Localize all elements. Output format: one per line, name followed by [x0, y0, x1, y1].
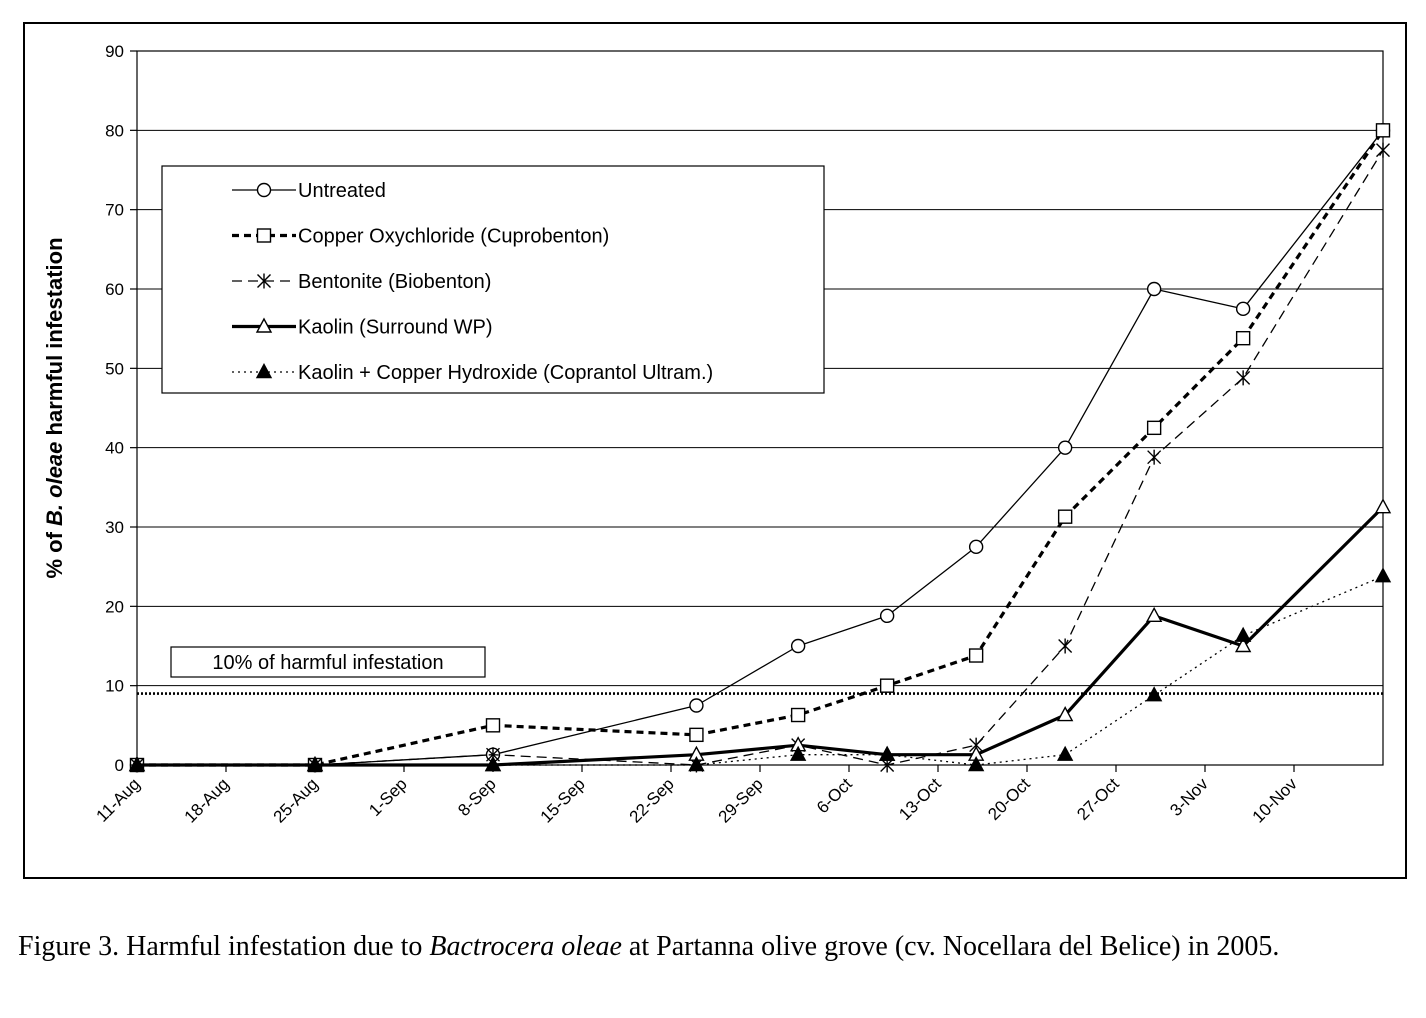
- data-point: [1377, 124, 1390, 137]
- data-point: [1059, 510, 1072, 523]
- y-tick-label: 60: [105, 280, 124, 299]
- legend-label: Bentonite (Biobenton): [298, 271, 492, 293]
- legend-box: [162, 166, 824, 393]
- y-axis: [105, 42, 137, 775]
- data-point: [792, 709, 805, 722]
- data-point: [970, 540, 983, 553]
- x-tick-label: 20-Oct: [984, 774, 1034, 824]
- data-point: [1376, 569, 1390, 582]
- y-tick-label: 40: [105, 438, 124, 458]
- y-tick-label: 20: [105, 597, 124, 617]
- y-axis-label: [42, 237, 67, 578]
- legend-marker: [258, 229, 271, 242]
- data-point: [1377, 143, 1390, 158]
- data-point: [690, 728, 703, 741]
- y-tick-label: 30: [105, 518, 124, 537]
- y-tick-label: 80: [105, 121, 124, 141]
- caption-prefix: Figure 3. Harmful infestation due to: [18, 931, 430, 962]
- x-tick-label: 18-Aug: [180, 774, 233, 827]
- data-point: [1237, 302, 1250, 315]
- data-point: [792, 640, 805, 653]
- x-tick-label: 25-Aug: [269, 774, 322, 827]
- legend-label: Copper Oxychloride (Cuprobenton): [298, 225, 610, 248]
- legend: [162, 166, 824, 393]
- series-line: [137, 507, 1383, 765]
- x-tick-label: 8-Sep: [454, 774, 500, 820]
- x-tick-label: 27-Oct: [1073, 774, 1123, 824]
- data-point: [1148, 283, 1161, 296]
- data-point: [970, 649, 983, 662]
- y-tick-label: 0: [114, 756, 124, 775]
- y-axis-label-part-1: % of: [42, 525, 67, 579]
- data-point: [1148, 450, 1161, 465]
- legend-label: Untreated: [298, 180, 386, 202]
- data-point: [1236, 628, 1250, 641]
- data-point: [487, 719, 500, 732]
- series-4: [130, 500, 1390, 771]
- legend-entry-5: [232, 362, 713, 384]
- data-point: [1376, 500, 1390, 513]
- y-axis-label-part-2: B. oleae: [42, 441, 67, 526]
- x-tick-label: 22-Sep: [625, 774, 678, 827]
- data-point: [1237, 332, 1250, 345]
- x-tick-label: 3-Nov: [1166, 774, 1212, 820]
- y-tick-label: 70: [105, 200, 124, 220]
- data-point: [690, 699, 703, 712]
- x-tick-label: 29-Sep: [714, 774, 767, 827]
- x-axis: [93, 765, 1302, 827]
- legend-marker: [258, 184, 271, 197]
- threshold-label: 10% of harmful infestation: [212, 652, 444, 674]
- x-tick-label: 1-Sep: [365, 774, 411, 820]
- x-tick-label: 11-Aug: [92, 774, 144, 826]
- data-point: [1237, 370, 1250, 385]
- y-tick-label: 90: [105, 42, 124, 61]
- data-point: [1059, 441, 1072, 454]
- data-point: [881, 609, 894, 622]
- x-tick-label: 15-Sep: [536, 774, 589, 827]
- legend-label: Kaolin (Surround WP): [298, 316, 493, 339]
- x-tick-label: 6-Oct: [813, 774, 856, 818]
- y-axis-label-part-3: harmful infestation: [42, 237, 67, 442]
- threshold-group: [137, 647, 1383, 694]
- data-point: [1059, 639, 1072, 654]
- x-tick-label: 10-Nov: [1248, 774, 1301, 827]
- figure-caption: [18, 928, 1396, 966]
- caption-suffix: at Partanna olive grove (cv. Nocellara del Belice) in 2005.: [621, 931, 1280, 962]
- caption-species: Bactrocera oleae: [429, 931, 622, 962]
- data-point: [881, 679, 894, 692]
- y-tick-label: 50: [105, 359, 124, 379]
- data-point: [1148, 421, 1161, 434]
- legend-label: Kaolin + Copper Hydroxide (Coprantol Ultram.): [298, 362, 714, 384]
- x-tick-label: 13-Oct: [895, 774, 945, 824]
- data-point: [1147, 608, 1161, 621]
- data-point: [1058, 747, 1072, 760]
- y-tick-label: 10: [105, 676, 124, 696]
